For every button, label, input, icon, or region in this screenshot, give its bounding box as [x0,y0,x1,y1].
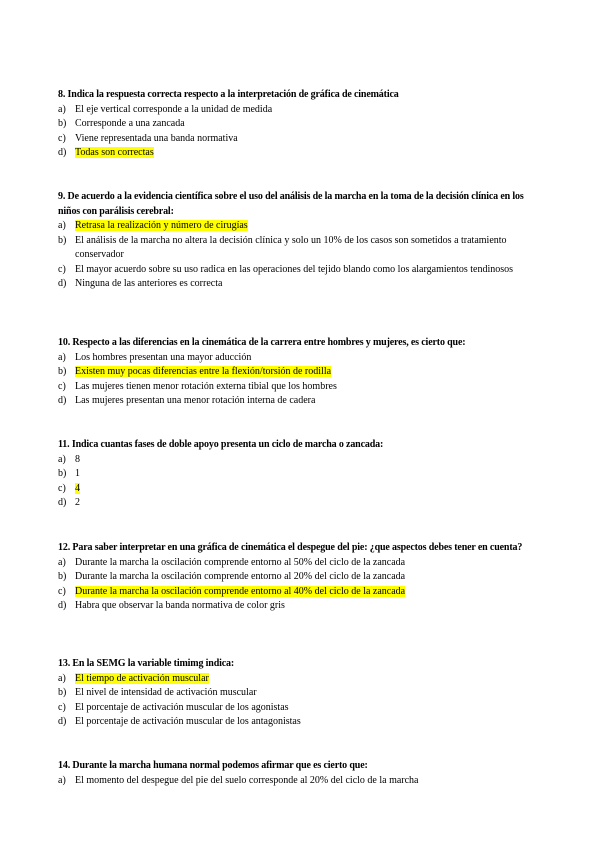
option-text: El análisis de la marcha no altera la decisión clínica y solo un 10% de los casos son sometidos a tratamiento conservador [75,234,507,261]
question-14 [58,759,548,788]
option-a [58,774,548,789]
option-letter: c) [58,132,66,144]
option-b [58,365,548,380]
option-letter: c) [58,482,66,494]
option-letter: b) [58,118,67,130]
question-title: 12. Para saber interpretar en una gráfica de cinemática el despegue del pie: ¿que aspectos debes tener en cuenta? [58,542,523,553]
option-text: 1 [75,468,80,480]
question-title: 11. Indica cuantas fases de doble apoyo presenta un ciclo de marcha o zancada: [58,439,384,450]
option-d [58,715,548,730]
option-letter: a) [58,453,66,465]
option-letter: a) [58,351,66,363]
option-letter: b) [58,468,67,480]
option-letter: b) [58,234,67,246]
option-letter: d) [58,716,67,728]
option-letter: a) [58,774,66,786]
option-a [58,351,548,366]
question-10 [58,336,548,409]
option-letter: c) [58,701,66,713]
highlighted-answer: Retrasa la realización y número de cirugías [75,220,248,231]
option-text: El nivel de intensidad de activación muscular [75,687,257,699]
option-a [58,672,548,687]
option-c [58,701,548,716]
option-text: El porcentaje de activación muscular de los agonistas [75,701,289,713]
option-text: Durante la marcha la oscilación comprende entorno al 50% del ciclo de la zancada [75,556,406,568]
option-letter: c) [58,263,66,275]
option-text: Las mujeres tienen menor rotación externa tibial que los hombres [75,380,337,392]
option-b [58,467,548,482]
question-9 [58,190,548,292]
option-a [58,103,548,118]
option-text: Los hombres presentan una mayor aducción [75,351,252,363]
option-a [58,219,548,234]
question-12 [58,541,548,614]
option-text: El porcentaje de activación muscular de los antagonistas [75,716,301,728]
option-text: El momento del despegue del pie del suelo corresponde al 20% del ciclo de la marcha [75,774,419,786]
option-letter: c) [58,380,66,392]
question-13 [58,657,548,730]
option-text: El eje vertical corresponde a la unidad de medida [75,103,273,115]
highlighted-answer: Existen muy pocas diferencias entre la flexión/torsión de rodilla [75,366,332,378]
option-text: El mayor acuerdo sobre su uso radica en las operaciones del tejido blando como los alargamientos tendinosos [75,263,514,275]
option-c [58,482,548,497]
option-letter: b) [58,366,67,378]
option-text: 2 [75,497,80,509]
question-11 [58,438,548,511]
question-title: 9. De acuerdo a la evidencia científica sobre el uso del análisis de la marcha en la toma de la decisión clínica en los niños con parálisis cerebral: [58,191,524,217]
option-b [58,570,548,585]
option-c [58,585,548,600]
option-letter: d) [58,600,67,612]
highlighted-answer: Todas son correctas [75,147,154,159]
option-letter: d) [58,147,67,159]
option-letter: b) [58,571,67,583]
option-letter: d) [58,278,67,290]
option-a [58,453,548,468]
option-letter: d) [58,395,67,407]
highlighted-answer: 4 [75,482,80,494]
question-8 [58,88,548,161]
option-b [58,117,548,132]
option-letter: a) [58,556,66,568]
option-d [58,394,548,409]
highlighted-answer: Durante la marcha la oscilación comprende entorno al 40% del ciclo de la zancada [75,585,406,597]
option-c [58,380,548,395]
option-d [58,146,548,161]
option-letter: b) [58,687,67,699]
option-letter: d) [58,497,67,509]
option-text: Corresponde a una zancada [75,118,185,130]
option-c [58,263,548,278]
option-b [58,234,548,263]
option-text: Viene representada una banda normativa [75,132,238,144]
question-title: 14. Durante la marcha humana normal podemos afirmar que es cierto que: [58,760,368,771]
option-a [58,556,548,571]
option-letter: a) [58,103,66,115]
option-text: 8 [75,453,80,465]
highlighted-answer: El tiempo de activación muscular [75,672,209,684]
option-d [58,599,548,614]
option-d [58,277,548,292]
question-title: 8. Indica la respuesta correcta respecto a la interpretación de gráfica de cinemática [58,89,399,100]
option-text: Habra que observar la banda normativa de color gris [75,600,285,612]
option-letter: c) [58,585,66,597]
option-d [58,496,548,511]
option-letter: a) [58,672,66,684]
option-c [58,132,548,147]
option-text: Durante la marcha la oscilación comprende entorno al 20% del ciclo de la zancada [75,571,406,583]
question-title: 13. En la SEMG la variable timimg indica: [58,658,235,669]
question-title: 10. Respecto a las diferencias en la cinemática de la carrera entre hombres y mujeres, es cierto que: [58,337,466,348]
option-text: Ninguna de las anteriores es correcta [75,278,223,290]
option-letter: a) [58,220,66,231]
option-b [58,686,548,701]
option-text: Las mujeres presentan una menor rotación interna de cadera [75,395,316,407]
